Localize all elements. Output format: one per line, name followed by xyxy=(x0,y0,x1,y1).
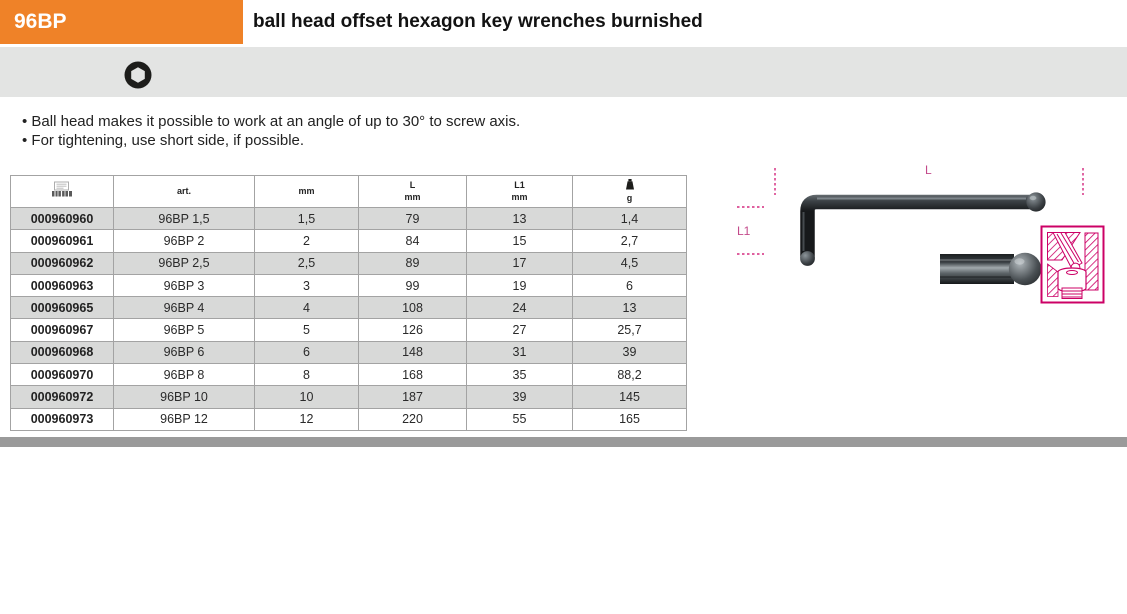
hex-socket-icon xyxy=(123,61,155,93)
cell-art: 96BP 2 xyxy=(114,230,255,252)
cell-size: 2 xyxy=(255,230,359,252)
feature-item: • For tightening, use short side, if possible. xyxy=(22,131,682,150)
cell-L: 99 xyxy=(359,274,467,296)
cell-L1: 19 xyxy=(467,274,573,296)
column-header-weight xyxy=(573,176,687,208)
cell-L: 220 xyxy=(359,408,467,430)
cell-weight: 165 xyxy=(573,408,687,430)
cell-weight: 6 xyxy=(573,274,687,296)
table-header-row xyxy=(11,176,687,208)
cell-L: 89 xyxy=(359,252,467,274)
cell-art: 96BP 5 xyxy=(114,319,255,341)
column-sublabel: mm xyxy=(404,191,421,202)
table-row xyxy=(11,274,687,296)
cell-size: 5 xyxy=(255,319,359,341)
cell-L: 148 xyxy=(359,341,467,363)
table-row xyxy=(11,230,687,252)
cell-L1: 17 xyxy=(467,252,573,274)
cell-code: 000960970 xyxy=(11,364,114,386)
column-header-size-mm xyxy=(255,176,359,208)
category-band xyxy=(0,47,1127,97)
dimension-L xyxy=(775,163,1083,195)
cell-code: 000960962 xyxy=(11,252,114,274)
cell-art: 96BP 12 xyxy=(114,408,255,430)
cell-L: 108 xyxy=(359,297,467,319)
weight-icon xyxy=(625,179,635,190)
column-header-L xyxy=(359,176,467,208)
cell-code: 000960967 xyxy=(11,319,114,341)
table-row xyxy=(11,341,687,363)
barcode-icon xyxy=(50,181,74,198)
cell-art: 96BP 2,5 xyxy=(114,252,255,274)
feature-item: • Ball head makes it possible to work at an angle of up to 30° to screw axis. xyxy=(22,112,682,131)
cell-weight: 4,5 xyxy=(573,252,687,274)
cell-weight: 1,4 xyxy=(573,208,687,230)
cell-art: 96BP 6 xyxy=(114,341,255,363)
cell-art: 96BP 1,5 xyxy=(114,208,255,230)
cell-size: 3 xyxy=(255,274,359,296)
cell-code: 000960965 xyxy=(11,297,114,319)
cell-size: 4 xyxy=(255,297,359,319)
column-sublabel: mm xyxy=(511,191,528,202)
cell-size: 2,5 xyxy=(255,252,359,274)
cell-code: 000960972 xyxy=(11,386,114,408)
column-label: art. xyxy=(176,185,191,196)
cell-art: 96BP 8 xyxy=(114,364,255,386)
cell-code: 000960961 xyxy=(11,230,114,252)
table-row xyxy=(11,319,687,341)
cell-L1: 31 xyxy=(467,341,573,363)
cell-code: 000960973 xyxy=(11,408,114,430)
cell-L: 126 xyxy=(359,319,467,341)
product-code: 96BP xyxy=(0,0,243,44)
table-row xyxy=(11,208,687,230)
page-title: ball head offset hexagon key wrenches burnished xyxy=(253,11,703,32)
column-sublabel: g xyxy=(626,193,633,203)
cell-L1: 15 xyxy=(467,230,573,252)
dimension-L1-label: L1 xyxy=(737,224,751,238)
cell-weight: 13 xyxy=(573,297,687,319)
cell-size: 1,5 xyxy=(255,208,359,230)
feature-list xyxy=(22,112,682,150)
column-header-L1 xyxy=(467,176,573,208)
cell-L1: 24 xyxy=(467,297,573,319)
column-label: L xyxy=(409,180,416,191)
table-row xyxy=(11,252,687,274)
cell-L1: 39 xyxy=(467,386,573,408)
column-label: mm xyxy=(298,185,315,196)
cell-L: 79 xyxy=(359,208,467,230)
cell-code: 000960960 xyxy=(11,208,114,230)
ball-tip xyxy=(800,251,815,266)
cell-L1: 35 xyxy=(467,364,573,386)
cell-art: 96BP 10 xyxy=(114,386,255,408)
cell-weight: 39 xyxy=(573,341,687,363)
cell-L1: 27 xyxy=(467,319,573,341)
column-header-art xyxy=(114,176,255,208)
spec-table xyxy=(10,175,687,431)
column-label: L1 xyxy=(514,180,525,191)
bottom-divider-bar xyxy=(0,437,1127,447)
cell-size: 12 xyxy=(255,408,359,430)
header-bar xyxy=(0,0,1127,44)
cell-weight: 88,2 xyxy=(573,364,687,386)
cell-L1: 13 xyxy=(467,208,573,230)
cell-weight: 2,7 xyxy=(573,230,687,252)
column-header-code xyxy=(11,176,114,208)
cell-code: 000960963 xyxy=(11,274,114,296)
dimension-L1 xyxy=(737,207,764,254)
cell-size: 6 xyxy=(255,341,359,363)
table-row xyxy=(11,364,687,386)
product-diagram xyxy=(720,148,1127,338)
cell-L: 84 xyxy=(359,230,467,252)
cell-L1: 55 xyxy=(467,408,573,430)
cell-code: 000960968 xyxy=(11,341,114,363)
table-row xyxy=(11,408,687,430)
cell-weight: 25,7 xyxy=(573,319,687,341)
ball-end xyxy=(1026,192,1045,211)
dimension-L-label: L xyxy=(925,163,932,177)
table-row xyxy=(11,386,687,408)
cell-art: 96BP 3 xyxy=(114,274,255,296)
table-row xyxy=(11,297,687,319)
cell-L: 168 xyxy=(359,364,467,386)
cell-L: 187 xyxy=(359,386,467,408)
cell-weight: 145 xyxy=(573,386,687,408)
angled-screw-use-illustration xyxy=(1042,227,1104,303)
cell-art: 96BP 4 xyxy=(114,297,255,319)
cell-size: 8 xyxy=(255,364,359,386)
ball-end-closeup-image xyxy=(940,253,1041,285)
cell-size: 10 xyxy=(255,386,359,408)
